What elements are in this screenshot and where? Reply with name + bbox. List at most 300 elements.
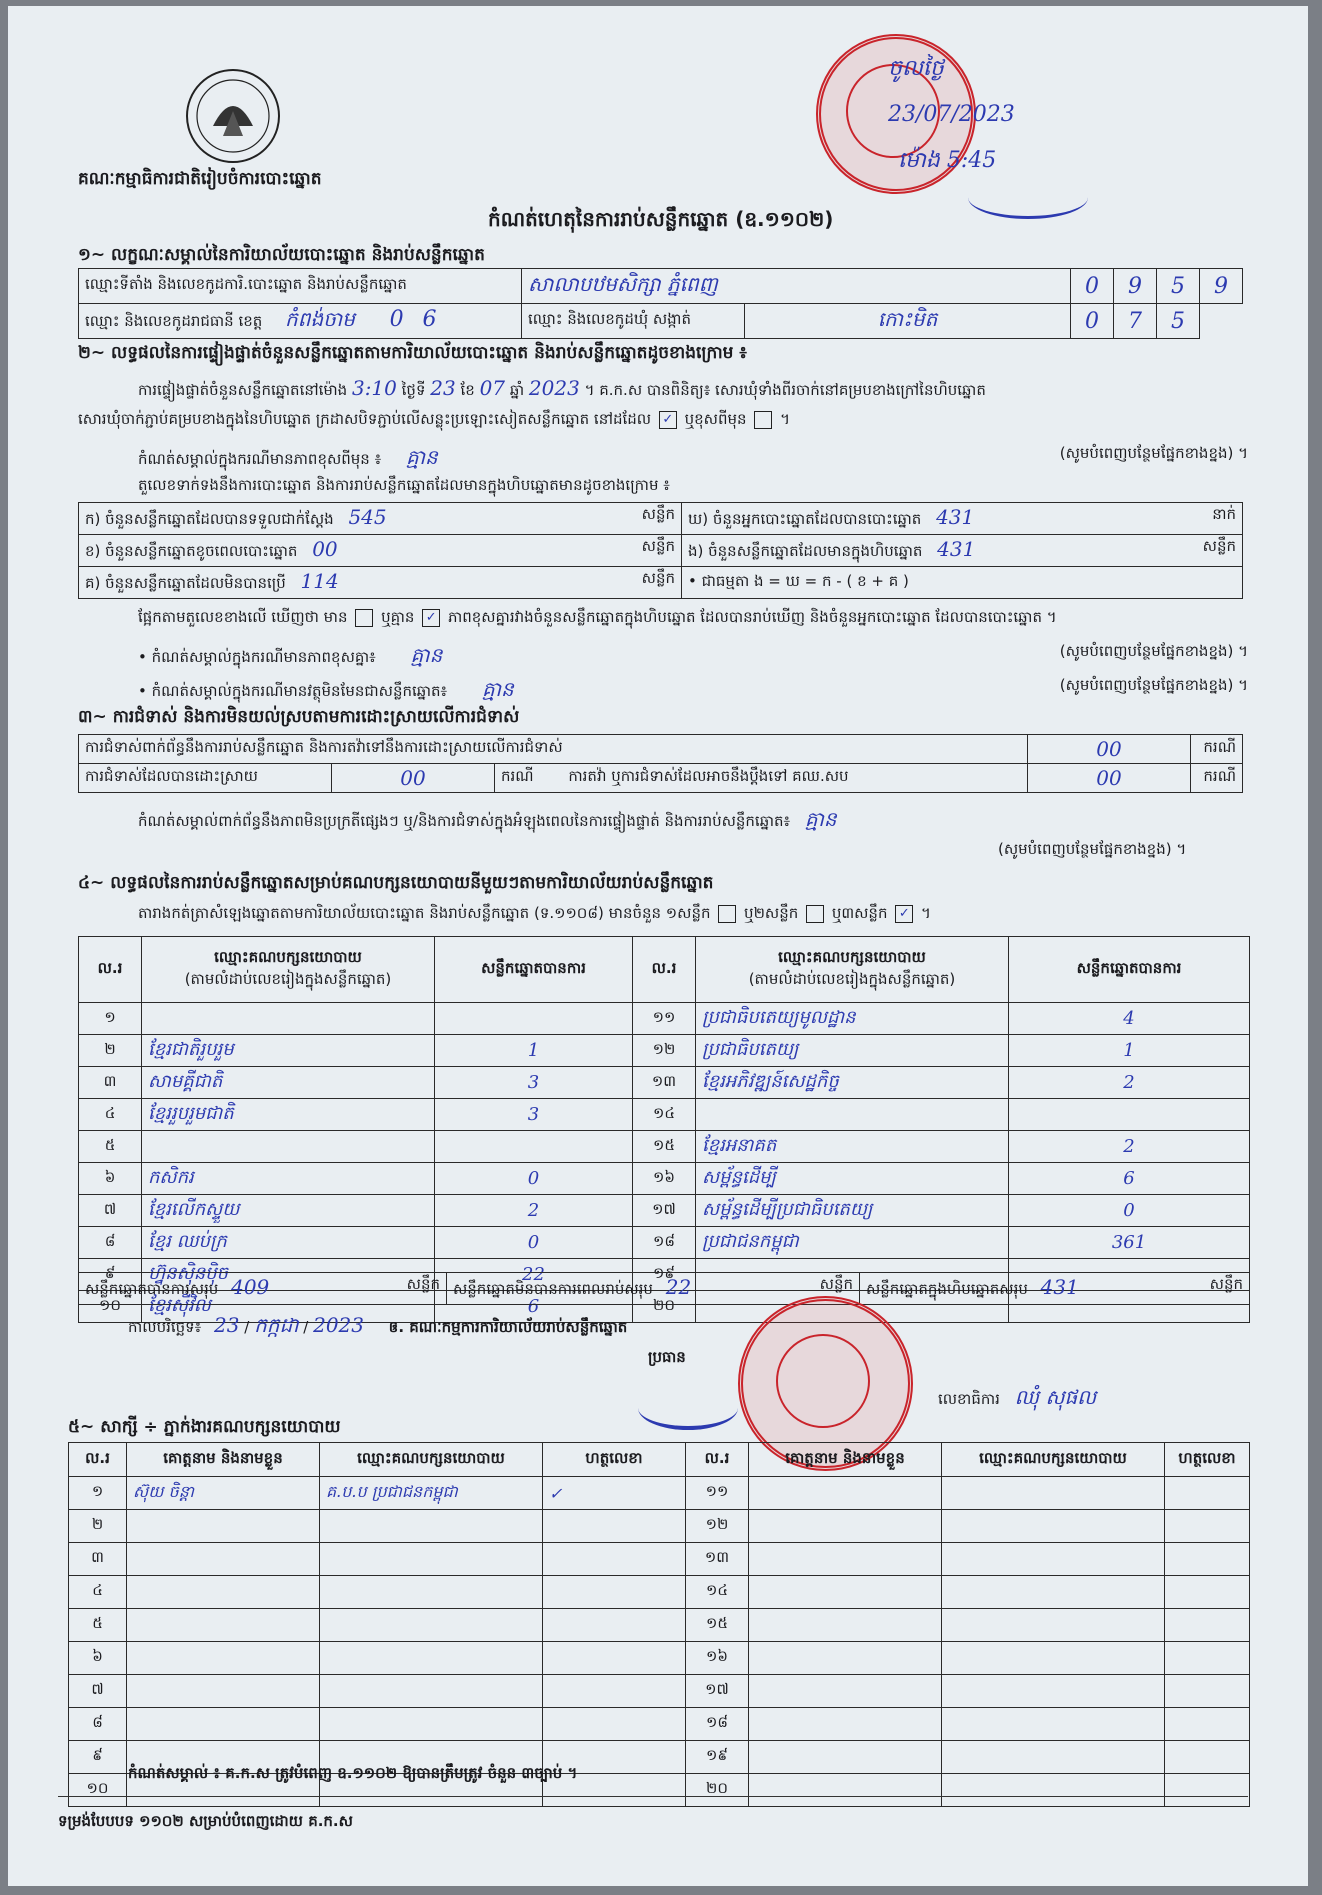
witness-name (127, 1510, 320, 1543)
total-invalid-label: សន្លឹកឆ្នោតមិនបានការពេលរាប់សរុប (453, 1280, 653, 1298)
row-no: ១៦ (686, 1642, 749, 1675)
row-no: ១៥ (633, 1131, 696, 1163)
col-sign: ហត្ថលេខា (543, 1443, 686, 1477)
col-no: ល.រ (79, 937, 142, 1003)
party-name: ខ្មែរអភិវឌ្ឍន៍សេដ្ឋកិច្ច (696, 1067, 1009, 1099)
witness-party (942, 1675, 1165, 1708)
witness-name (749, 1543, 942, 1576)
objection-value: 00 (1027, 735, 1190, 764)
unit: សន្លឹក (406, 1275, 440, 1293)
row-no: ១២ (633, 1035, 696, 1067)
province-code: 0 (389, 307, 404, 332)
witness-name: ស៊ុយ ចិន្តា (127, 1477, 320, 1510)
verify-time: 3:10 (351, 376, 397, 400)
total-box-label: សន្លឹកឆ្នោតក្នុងហិបឆ្នោតសរុប (866, 1280, 1028, 1298)
row-no: ១០ (79, 1291, 142, 1323)
row-no: ១០ (69, 1774, 127, 1807)
row-no: ៨ (69, 1708, 127, 1741)
row-no: ១ (69, 1477, 127, 1510)
change-note-label: កំណត់សម្គាល់ក្នុងករណីមានភាពខុសពីមុន ៖ (138, 450, 382, 468)
fill-hint: (សូមបំពេញបន្ថែមផ្នែកខាងខ្នង) ។ (1059, 444, 1248, 462)
row-no: ១៦ (633, 1163, 696, 1195)
resolved-label: ការជំទាស់ដែលបានដោះស្រាយ (79, 764, 332, 793)
row-no: ១៣ (633, 1067, 696, 1099)
col-name: គោត្តនាម និងនាមខ្លួន (127, 1443, 320, 1477)
col-party-title: ឈ្មោះគណបក្សនយោបាយ (778, 947, 926, 966)
witness-signature (543, 1609, 686, 1642)
total-box-cell (860, 1273, 1250, 1305)
table-row (69, 1543, 1250, 1576)
secretary-label: លេខាធិការ (938, 1390, 1000, 1408)
row-no: ១៤ (633, 1099, 696, 1131)
nec-logo (183, 66, 283, 166)
table-row (79, 1163, 1250, 1195)
witness-party (942, 1642, 1165, 1675)
form-title: កំណត់ហេតុនៃការរាប់សន្លឹកឆ្នោត (ឧ.១១០២) (488, 207, 834, 231)
witness-signature (543, 1576, 686, 1609)
row-no: ២ (69, 1510, 127, 1543)
receipt-signature (968, 176, 1088, 219)
party-name: សាមគ្គីជាតិ (142, 1067, 435, 1099)
row-no: ២ (79, 1035, 142, 1067)
witness-name (749, 1477, 942, 1510)
row-no: ១៧ (633, 1195, 696, 1227)
secretary-value: ឈុំ សុផល (1014, 1385, 1097, 1409)
witness-name (749, 1609, 942, 1642)
witness-party (942, 1576, 1165, 1609)
col-party (142, 937, 435, 1003)
appeal-label: ការតវ៉ា ឬការជំទាស់ដែលអាចនឹងប្តឹងទៅ គឈ.សប (568, 767, 849, 785)
unit: សន្លឹក (1209, 1275, 1243, 1293)
count-b-label: ខ) ចំនួនសន្លឹកឆ្នោតខូចពេលបោះឆ្នោត (85, 542, 298, 560)
witness-signature (1165, 1675, 1250, 1708)
commune-value: កោះមិត (745, 304, 1071, 339)
witness-signature (1165, 1543, 1250, 1576)
witness-name (749, 1510, 942, 1543)
verify-day: 23 (430, 376, 456, 400)
party-name: ខ្មែរ ឈប់ក្រ (142, 1227, 435, 1259)
secretary-line (938, 1384, 1096, 1414)
table-row (69, 1675, 1250, 1708)
tally-intro: តារាងកត់ត្រាសំឡេងឆ្នោតតាមការិយាល័យបោះឆ្នោត និងរាប់សន្លឹកឆ្នោត (ទ.១១០៨) មានចំនួន ១សន្លឹក (138, 904, 711, 922)
changed-checkbox[interactable] (754, 411, 772, 429)
party-name (142, 1003, 435, 1035)
witness-name (749, 1774, 942, 1807)
col-votes: សន្លឹកឆ្នោតបានការ (1009, 937, 1250, 1003)
unit: សន្លឹក (1202, 537, 1236, 555)
party-name: កសិករ (142, 1163, 435, 1195)
foreign-note-label: • កំណត់សម្គាល់ក្នុងករណីមានវត្ថុមិនមែនជាសន្លឹកឆ្នោត៖ (138, 682, 448, 700)
commune-digit: 7 (1114, 304, 1157, 339)
vote-count: 4 (1009, 1003, 1250, 1035)
three-sheets-checkbox[interactable]: ✓ (895, 905, 913, 923)
table-row (69, 1642, 1250, 1675)
col-votes: សន្លឹកឆ្នោតបានការ (435, 937, 633, 1003)
vote-count: 2 (435, 1195, 633, 1227)
row-no: ៧ (69, 1675, 127, 1708)
row-no: ១៨ (633, 1227, 696, 1259)
province-cell (79, 304, 522, 339)
counts-intro: តួលេខទាក់ទងនឹងការបោះឆ្នោត និងការរាប់សន្លឹកឆ្នោតដែលមានក្នុងហិបឆ្នោតមានដូចខាងក្រោម ៖ (138, 476, 670, 494)
row-no: ២០ (633, 1291, 696, 1323)
counts-table (78, 502, 1243, 599)
table-row (69, 1510, 1250, 1543)
vote-count: 22 (435, 1259, 633, 1291)
vote-count: 0 (1009, 1195, 1250, 1227)
row-no: ១៩ (633, 1259, 696, 1291)
org-name: គណៈកម្មាធិការជាតិរៀបចំការបោះឆ្នោត (78, 169, 322, 189)
section1-table (78, 268, 1243, 339)
witness-table (68, 1442, 1250, 1807)
location-digit: 9 (1200, 269, 1243, 304)
receipt-line1: ចូលថ្ងៃ (888, 56, 944, 81)
witness-name (749, 1576, 942, 1609)
row-no: ៣ (69, 1543, 127, 1576)
witness-signature (1165, 1477, 1250, 1510)
col-name: គោត្តនាម និងនាមខ្លួន (749, 1443, 942, 1477)
vote-count (1009, 1099, 1250, 1131)
row-no: ១៨ (686, 1708, 749, 1741)
totals-row (78, 1272, 1250, 1305)
witness-name (127, 1609, 320, 1642)
diff-note-label: • កំណត់សម្គាល់ក្នុងករណីមានភាពខុសគ្នា៖ (138, 648, 376, 666)
table-row (79, 1195, 1250, 1227)
count-c-label: គ) ចំនួនសន្លឹកឆ្នោតដែលមិនបានប្រើ (85, 574, 286, 592)
verify-text-b: ។ គ.ក.ស បានពិនិត្យ៖ សោរឃុំទាំងពីរចាក់នៅគម្របខាងក្រៅនៃហិបឆ្នោត (584, 381, 986, 399)
verify-year: 2023 (528, 376, 580, 400)
witness-signature (1165, 1576, 1250, 1609)
table-row (79, 1003, 1250, 1035)
vote-count: 0 (435, 1163, 633, 1195)
diff-note-value: គ្មាន (410, 643, 443, 667)
party-name (696, 1099, 1009, 1131)
date-line: កាលបរិច្ឆេទ៖ 23 / កក្កដា / 2023 ឲ. គណៈកម្មការការិយាល័យរាប់សន្លឹកឆ្នោត (128, 1313, 628, 1337)
vote-count: 6 (435, 1291, 633, 1323)
table-row (69, 1609, 1250, 1642)
row-no: ១៥ (686, 1609, 749, 1642)
count-e-label: ង) ចំនួនសន្លឹកឆ្នោតដែលមានក្នុងហិបឆ្នោត (688, 542, 923, 560)
party-name: ខ្មែរជាតិរួបរួម (142, 1035, 435, 1067)
witness-name (127, 1708, 320, 1741)
col-no: ល.រ (686, 1443, 749, 1477)
row-no: ៩ (79, 1259, 142, 1291)
receipt-date: 23/07/2023 (888, 102, 1015, 127)
row-no: ៩ (69, 1741, 127, 1774)
diff-note-line (138, 642, 1248, 672)
objections-table (78, 734, 1243, 793)
fill-hint: (សូមបំពេញបន្ថែមផ្នែកខាងខ្នង) ។ (998, 840, 1187, 858)
witness-party (320, 1708, 543, 1741)
change-note-value: គ្មាន (405, 445, 438, 469)
party-votes-table (78, 936, 1250, 1323)
receipt-time: ម៉ោង 5:45 (898, 148, 997, 173)
col-party: ឈ្មោះគណបក្សនយោបាយ (942, 1443, 1165, 1477)
col-party: ឈ្មោះគណបក្សនយោបាយ (320, 1443, 543, 1477)
row-no: ៧ (79, 1195, 142, 1227)
count-d-label: ឃ) ចំនួនអ្នកបោះឆ្នោតដែលបានបោះឆ្នោត (688, 510, 922, 528)
party-name: ខ្មែរលើកស្ទួយ (142, 1195, 435, 1227)
party-name: ខ្មែរអនាគត (696, 1131, 1009, 1163)
witness-party (942, 1543, 1165, 1576)
two-sheets-label: ឬ២សន្លឹក (744, 904, 799, 922)
table-row (79, 1035, 1250, 1067)
location-digit: 9 (1114, 269, 1157, 304)
vote-count: 2 (1009, 1131, 1250, 1163)
count-b-cell (79, 535, 682, 567)
date-label: កាលបរិច្ឆេទ៖ (128, 1318, 202, 1336)
count-e-value: 431 (937, 537, 976, 561)
verification-line1 (138, 376, 1248, 403)
irregularity-label: កំណត់សម្គាល់ពាក់ព័ន្ធនឹងភាពមិនប្រក្រតីផ្សេងៗ ឬ/និងការជំទាស់ក្នុងអំឡុងពេលនៃការផ្ទៀងផ្ទាត់ និងការរាប់សន្លឹកឆ្នោត៖ (138, 812, 791, 830)
vote-count: 1 (1009, 1035, 1250, 1067)
col-no: ល.រ (69, 1443, 127, 1477)
row-no: ៦ (79, 1163, 142, 1195)
witness-name (749, 1642, 942, 1675)
witness-party (320, 1543, 543, 1576)
row-no: ៨ (79, 1227, 142, 1259)
row-no: ២០ (686, 1774, 749, 1807)
witness-party (320, 1675, 543, 1708)
date-day: 23 (214, 1313, 240, 1337)
vote-count: 3 (435, 1099, 633, 1131)
location-label: ឈ្មោះទីតាំង និងលេខកូដការិ.បោះឆ្នោត និងរាប់សន្លឹកឆ្នោត (79, 269, 522, 304)
commune-digit: 5 (1157, 304, 1200, 339)
count-c-cell (79, 567, 682, 599)
total-valid-label: សន្លឹកឆ្នោតបានការសរុប (85, 1280, 219, 1298)
province-value: កំពង់ចាម (285, 307, 355, 331)
unit: សន្លឹក (641, 505, 675, 523)
witness-signature (543, 1543, 686, 1576)
party-name (142, 1131, 435, 1163)
fill-hint: (សូមបំពេញបន្ថែមផ្នែកខាងខ្នង) ។ (1059, 676, 1248, 694)
count-a-cell (79, 503, 682, 535)
commune-digit: 0 (1071, 304, 1114, 339)
witness-signature (543, 1708, 686, 1741)
unit: សន្លឹក (641, 569, 675, 587)
witness-signature (1165, 1510, 1250, 1543)
footnote: កំណត់សម្គាល់ ៖ គ.ក.ស ត្រូវបំពេញ ឧ.១១០២ ឱ្យបានត្រឹមត្រូវ ចំនួន ៣ច្បាប់ ។ (128, 1764, 578, 1782)
location-digit: 0 (1071, 269, 1114, 304)
section3-title: ៣~ ការជំទាស់ និងការមិនយល់ស្របតាមការដោះស្រាយលើការជំទាស់ (78, 707, 520, 727)
witness-name (749, 1675, 942, 1708)
resolved-value: 00 (332, 764, 495, 793)
witness-party (320, 1609, 543, 1642)
province-label: ឈ្មោះ និងលេខកូដរាជធានី ខេត្ត (85, 312, 263, 330)
col-party-sub: (តាមលំដាប់លេខរៀងក្នុងសន្លឹកឆ្នោត) (184, 969, 392, 988)
footer-divider (58, 1796, 1248, 1797)
table-row (69, 1477, 1250, 1510)
witness-party (942, 1774, 1165, 1807)
unit: ករណី (1190, 735, 1242, 764)
row-no: ៤ (79, 1099, 142, 1131)
party-name: សម្ព័ន្ធដើម្បីប្រជាធិបតេយ្យ (696, 1195, 1009, 1227)
table-row (79, 1227, 1250, 1259)
vote-count (435, 1003, 633, 1035)
change-note-line (138, 444, 1248, 474)
witness-name (127, 1642, 320, 1675)
year-label: ឆ្នាំ (509, 381, 525, 399)
compare-mid: ឬគ្មាន (381, 608, 415, 626)
form-footer: ទម្រង់បែបបទ ១១០២ សម្រាប់បំពេញដោយ គ.ក.ស (58, 1812, 353, 1830)
total-valid-value: 409 (231, 1275, 270, 1299)
count-d-value: 431 (936, 505, 975, 529)
formula-cell: • ជាធម្មតា ង = ឃ = ក - ( ខ + គ ) (682, 567, 1243, 599)
witness-party (942, 1708, 1165, 1741)
month-label: ខែ (460, 381, 475, 399)
col-party-sub: (តាមលំដាប់លេខរៀងក្នុងសន្លឹកឆ្នោត) (748, 969, 956, 988)
row-no: ១២ (686, 1510, 749, 1543)
witness-signature: ✓ (543, 1477, 686, 1510)
party-name: សម្ព័ន្ធដើម្បី (696, 1163, 1009, 1195)
verify-text-c: សោរឃុំចាក់ភ្ជាប់គម្របខាងក្នុងនៃហិបឆ្នោត ក្រដាសបិទភ្ជាប់លើសន្លុះប្រឡោះសៀតសន្លឹកឆ្នោត នៅដដែល (78, 410, 652, 428)
count-b-value: 00 (312, 537, 338, 561)
form-sheet (8, 6, 1308, 1886)
count-a-label: ក) ចំនួនសន្លឹកឆ្នោតដែលបានទទួលជាក់ស្តែង (85, 510, 334, 528)
witness-signature (543, 1642, 686, 1675)
witness-signature (1165, 1741, 1250, 1774)
total-box-value: 431 (1040, 1275, 1079, 1299)
witness-party (942, 1741, 1165, 1774)
witness-name (749, 1741, 942, 1774)
total-valid-cell (79, 1273, 447, 1305)
party-name: ខ្មែរស៊ីវិល (142, 1291, 435, 1323)
section4-title: ៤~ លទ្ធផលនៃការរាប់សន្លឹកឆ្នោតសម្រាប់គណបក្សនយោបាយនីមួយៗតាមការិយាល័យរាប់សន្លឹកឆ្នោត (78, 873, 714, 893)
commune-label: ឈ្មោះ និងលេខកូដឃុំ សង្កាត់ (522, 304, 745, 339)
no-diff-checkbox[interactable]: ✓ (422, 609, 440, 627)
row-no: ៥ (69, 1609, 127, 1642)
total-invalid-value: 22 (665, 1275, 692, 1299)
chairman-signature (638, 1386, 738, 1430)
row-no: ១ (79, 1003, 142, 1035)
witness-name (127, 1576, 320, 1609)
tally-sheet-line (138, 904, 931, 926)
foreign-note-value: គ្មាន (481, 677, 514, 701)
day-label: ថ្ងៃទី (401, 381, 426, 399)
party-name: ប្រជាធិបតេយ្យមូលដ្ឋាន (696, 1003, 1009, 1035)
table-row (69, 1708, 1250, 1741)
location-digit: 5 (1157, 269, 1200, 304)
vote-count: 361 (1009, 1227, 1250, 1259)
appeal-cell (495, 764, 1028, 793)
vote-count: 1 (435, 1035, 633, 1067)
party-name: ហ្វ៊ុនស៊ិនប៉ិច (142, 1259, 435, 1291)
party-name: ខ្មែររួបរួមជាតិ (142, 1099, 435, 1131)
period: ។ (921, 904, 931, 922)
compare-line (138, 608, 1248, 630)
unit: ករណី (501, 767, 534, 785)
chairman-label: ប្រធាន (648, 1348, 686, 1366)
section5-title: ៥~ សាក្សី ÷ ភ្នាក់ងារគណបក្សនយោបាយ (68, 1417, 341, 1437)
unit: សន្លឹក (641, 537, 675, 555)
row-no: ៣ (79, 1067, 142, 1099)
irregularity-note (138, 806, 1248, 836)
party-name: ប្រជាធិបតេយ្យ (696, 1035, 1009, 1067)
fill-hint: (សូមបំពេញបន្ថែមផ្នែកខាងខ្នង) ។ (1059, 642, 1248, 660)
witness-party: គ.ប.ប ប្រជាជនកម្ពុជា (320, 1477, 543, 1510)
vote-count: 6 (1009, 1163, 1250, 1195)
date-month: កក្កដា (254, 1313, 299, 1337)
emblem-icon (183, 66, 283, 166)
section2-title: ២~ លទ្ធផលនៃការផ្ទៀងផ្ទាត់ចំនួនសន្លឹកឆ្នោតតាមការិយាល័យបោះឆ្នោត និងរាប់សន្លឹកឆ្នោតដូចខាងក្រោម ៖ (78, 343, 747, 363)
witness-signature (1165, 1642, 1250, 1675)
row-no: ១៩ (686, 1741, 749, 1774)
col-sign: ហត្ថលេខា (1165, 1443, 1250, 1477)
witness-party (320, 1642, 543, 1675)
witness-party (320, 1576, 543, 1609)
row-no: ១៣ (686, 1543, 749, 1576)
col-party-title: ឈ្មោះគណបក្សនយោបាយ (214, 947, 362, 966)
table-row (79, 1099, 1250, 1131)
verification-line2: សោរឃុំចាក់ភ្ជាប់គម្របខាងក្នុងនៃហិបឆ្នោត ក្រដាសបិទភ្ជាប់លើសន្លុះប្រឡោះសៀតសន្លឹកឆ្នោត នៅដដែល ✓ ឬខុសពីមុន ។ (78, 410, 790, 428)
witness-name (749, 1708, 942, 1741)
row-no: ១១ (633, 1003, 696, 1035)
row-no: ៥ (79, 1131, 142, 1163)
committee-label: ឲ. គណៈកម្មការការិយាល័យរាប់សន្លឹកឆ្នោត (388, 1318, 628, 1336)
witness-signature (543, 1675, 686, 1708)
row-no: ១៧ (686, 1675, 749, 1708)
three-sheets-label: ឬ៣សន្លឹក (831, 904, 888, 922)
count-c-value: 114 (300, 569, 339, 593)
count-e-cell (682, 535, 1243, 567)
vote-count (435, 1131, 633, 1163)
witness-party (942, 1609, 1165, 1642)
two-sheets-checkbox[interactable] (806, 905, 824, 923)
vote-count: 3 (435, 1067, 633, 1099)
date-year: 2023 (313, 1313, 365, 1337)
count-d-cell (682, 503, 1243, 535)
appeal-value: 00 (1027, 764, 1190, 793)
unit: សន្លឹក (819, 1275, 853, 1293)
has-diff-checkbox[interactable] (355, 609, 373, 627)
col-no: ល.រ (633, 937, 696, 1003)
table-row (79, 1131, 1250, 1163)
objection-label: ការជំទាស់ពាក់ព័ន្ធនឹងការរាប់សន្លឹកឆ្នោត និងការតវ៉ាទៅនឹងការដោះស្រាយលើការជំទាស់ (79, 735, 1028, 764)
party-name: ប្រជាជនកម្ពុជា (696, 1227, 1009, 1259)
section1-title: ១~ លក្ខណៈសម្គាល់នៃការិយាល័យបោះឆ្នោត និងរាប់សន្លឹកឆ្នោត (78, 245, 485, 265)
verify-text: ការផ្ទៀងផ្ទាត់ចំនួនសន្លឹកឆ្នោតនៅម៉ោង (138, 381, 348, 399)
witness-signature (1165, 1708, 1250, 1741)
one-sheet-checkbox[interactable] (718, 905, 736, 923)
witness-name (127, 1675, 320, 1708)
changed-label: ឬខុសពីមុន (684, 410, 747, 428)
witness-party (942, 1510, 1165, 1543)
foreign-note-line (138, 676, 1248, 706)
witness-signature (1165, 1609, 1250, 1642)
witness-party (942, 1477, 1165, 1510)
row-no: ១៤ (686, 1576, 749, 1609)
col-party (696, 937, 1009, 1003)
location-value: សាលាបឋមសិក្សា ភ្នំពេញ (522, 269, 1071, 304)
count-a-value: 545 (348, 505, 387, 529)
compare-tail: ភាពខុសគ្នារវាងចំនួនសន្លឹកឆ្នោតក្នុងហិបឆ្នោត ដែលបានរាប់ឃើញ និងចំនួនអ្នកបោះឆ្នោត ដែលបានបោះឆ្នោត ។ (447, 608, 1057, 626)
vote-count: 2 (1009, 1067, 1250, 1099)
verify-month: 07 (479, 376, 506, 400)
table-row (79, 1067, 1250, 1099)
row-no: ៦ (69, 1642, 127, 1675)
witness-signature (1165, 1774, 1250, 1807)
irregularity-value: គ្មាន (804, 807, 837, 831)
witness-signature (543, 1510, 686, 1543)
vote-count: 0 (435, 1227, 633, 1259)
row-no: ៤ (69, 1576, 127, 1609)
unit: នាក់ (1212, 505, 1236, 523)
unit: ករណី (1190, 764, 1242, 793)
witness-name (127, 1543, 320, 1576)
province-code: 6 (422, 307, 437, 332)
same-checkbox[interactable]: ✓ (659, 411, 677, 429)
compare-text: ផ្អែកតាមតួលេខខាងលើ ឃើញថា មាន (138, 608, 348, 626)
row-no: ១១ (686, 1477, 749, 1510)
